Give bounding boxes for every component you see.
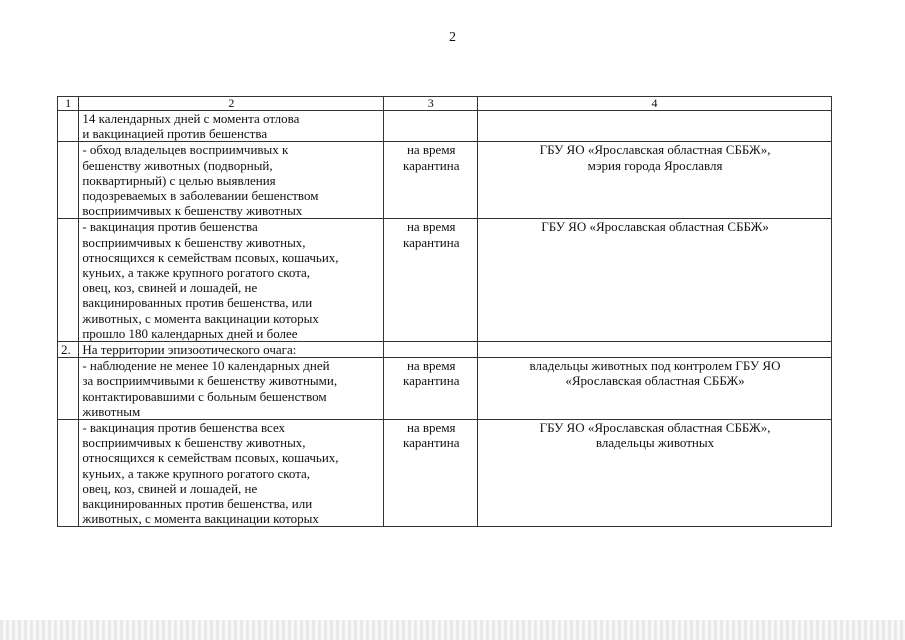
- responsible-cell-line: «Ярославская областная СББЖ»: [565, 373, 745, 389]
- measure-cell-line: вакцинированных против бешенства, или: [82, 496, 313, 512]
- period-cell: [384, 342, 478, 358]
- responsible-cell: [478, 111, 832, 142]
- measure-cell: [79, 111, 384, 142]
- page-number: 2: [449, 30, 456, 45]
- measure-cell: [79, 142, 384, 219]
- table-row: [58, 420, 832, 527]
- table-row: [58, 219, 832, 342]
- measure-cell-line: относящихся к семействам псовых, кошачьих,: [82, 249, 339, 265]
- measure-cell: [79, 420, 384, 527]
- measure-cell-line: - наблюдение не менее 10 календарных дней: [82, 358, 330, 374]
- measure-cell-line: - вакцинация против бешенства всех: [82, 420, 286, 436]
- measure-cell-line: и вакцинацией против бешенства: [82, 126, 268, 142]
- measure-cell-line: восприимчивых к бешенству животных,: [82, 435, 306, 451]
- measure-cell-line: восприимчивых к бешенству животных,: [82, 234, 306, 250]
- responsible-cell-line: ГБУ ЯО «Ярославская областная СББЖ»: [541, 219, 769, 235]
- table-row: [58, 342, 832, 358]
- period-cell-line: на время: [406, 420, 456, 436]
- responsible-cell: [478, 358, 832, 420]
- row-number: [58, 142, 79, 219]
- measure-cell-line: 14 календарных дней с момента отлова: [82, 111, 300, 126]
- row-number: [58, 420, 79, 527]
- scan-edge: [0, 620, 905, 640]
- period-cell-line: карантина: [402, 373, 460, 389]
- period-cell-line: на время: [406, 142, 456, 158]
- measure-cell-line: бешенству животных (подворный,: [82, 157, 273, 173]
- period-cell-line: карантина: [402, 435, 460, 451]
- period-cell-line: на время: [406, 358, 456, 374]
- measure-cell: [79, 219, 384, 342]
- responsible-cell: [478, 342, 832, 358]
- period-cell: [384, 420, 478, 527]
- row-number: [58, 219, 79, 342]
- responsible-cell: [478, 420, 832, 527]
- measure-cell-line: контактировавшими с больным бешенством: [82, 388, 327, 404]
- period-cell: [384, 111, 478, 142]
- table-row: [58, 358, 832, 420]
- measure-cell-line: куньих, а также крупного рогатого скота,: [82, 465, 311, 481]
- responsible-cell-line: мэрия города Ярославля: [587, 157, 723, 173]
- measure-cell-line: - вакцинация против бешенства: [82, 219, 258, 235]
- measure-cell-line: куньих, а также крупного рогатого скота,: [82, 265, 311, 281]
- responsible-cell-line: ГБУ ЯО «Ярославская областная СББЖ»,: [539, 420, 771, 436]
- table-row: [58, 142, 832, 219]
- measure-cell-line: животным: [82, 403, 141, 419]
- measure-cell-line: относящихся к семействам псовых, кошачьих,: [82, 450, 339, 466]
- period-cell-line: карантина: [402, 234, 460, 250]
- measure-cell-line: за восприимчивыми к бешенству животными,: [82, 373, 338, 389]
- period-cell: [384, 219, 478, 342]
- responsible-cell-line: владельцы животных: [595, 435, 715, 451]
- row-number: [58, 111, 79, 142]
- measure-cell-line: восприимчивых к бешенству животных: [82, 203, 303, 219]
- responsible-cell-line: владельцы животных под контролем ГБУ ЯО: [529, 358, 781, 374]
- measure-cell-line: подозреваемых в заболевании бешенством: [82, 188, 319, 204]
- measure-cell-line: вакцинированных против бешенства, или: [82, 295, 313, 311]
- measure-cell: [79, 342, 384, 358]
- table-header-row: [58, 97, 832, 111]
- row-number: [58, 358, 79, 420]
- measure-cell-line: животных, с момента вакцинации которых: [82, 310, 319, 326]
- measure-cell-line: животных, с момента вакцинации которых: [82, 511, 319, 527]
- header-cell: 3: [384, 97, 478, 111]
- measure-cell-line: прошло 180 календарных дней и более: [82, 325, 298, 341]
- table-row: [58, 111, 832, 142]
- row-number: 2.: [58, 342, 79, 358]
- measure-cell: [79, 358, 384, 420]
- responsible-cell: [478, 142, 832, 219]
- period-cell: [384, 142, 478, 219]
- responsible-cell-line: ГБУ ЯО «Ярославская областная СББЖ»,: [539, 142, 771, 158]
- header-cell: 1: [58, 97, 79, 111]
- period-cell-line: карантина: [402, 157, 460, 173]
- measure-cell-line: овец, коз, свиней и лошадей, не: [82, 280, 258, 296]
- measure-cell-line: овец, коз, свиней и лошадей, не: [82, 480, 258, 496]
- header-cell: 4: [478, 97, 832, 111]
- measure-cell-line: поквартирный) с целью выявления: [82, 172, 276, 188]
- measures-table: [57, 96, 832, 527]
- period-cell: [384, 358, 478, 420]
- responsible-cell: [478, 219, 832, 342]
- header-cell: 2: [79, 97, 384, 111]
- measure-cell-line: На территории эпизоотического очага:: [82, 342, 297, 358]
- period-cell-line: на время: [406, 219, 456, 235]
- measure-cell-line: - обход владельцев восприимчивых к: [82, 142, 289, 158]
